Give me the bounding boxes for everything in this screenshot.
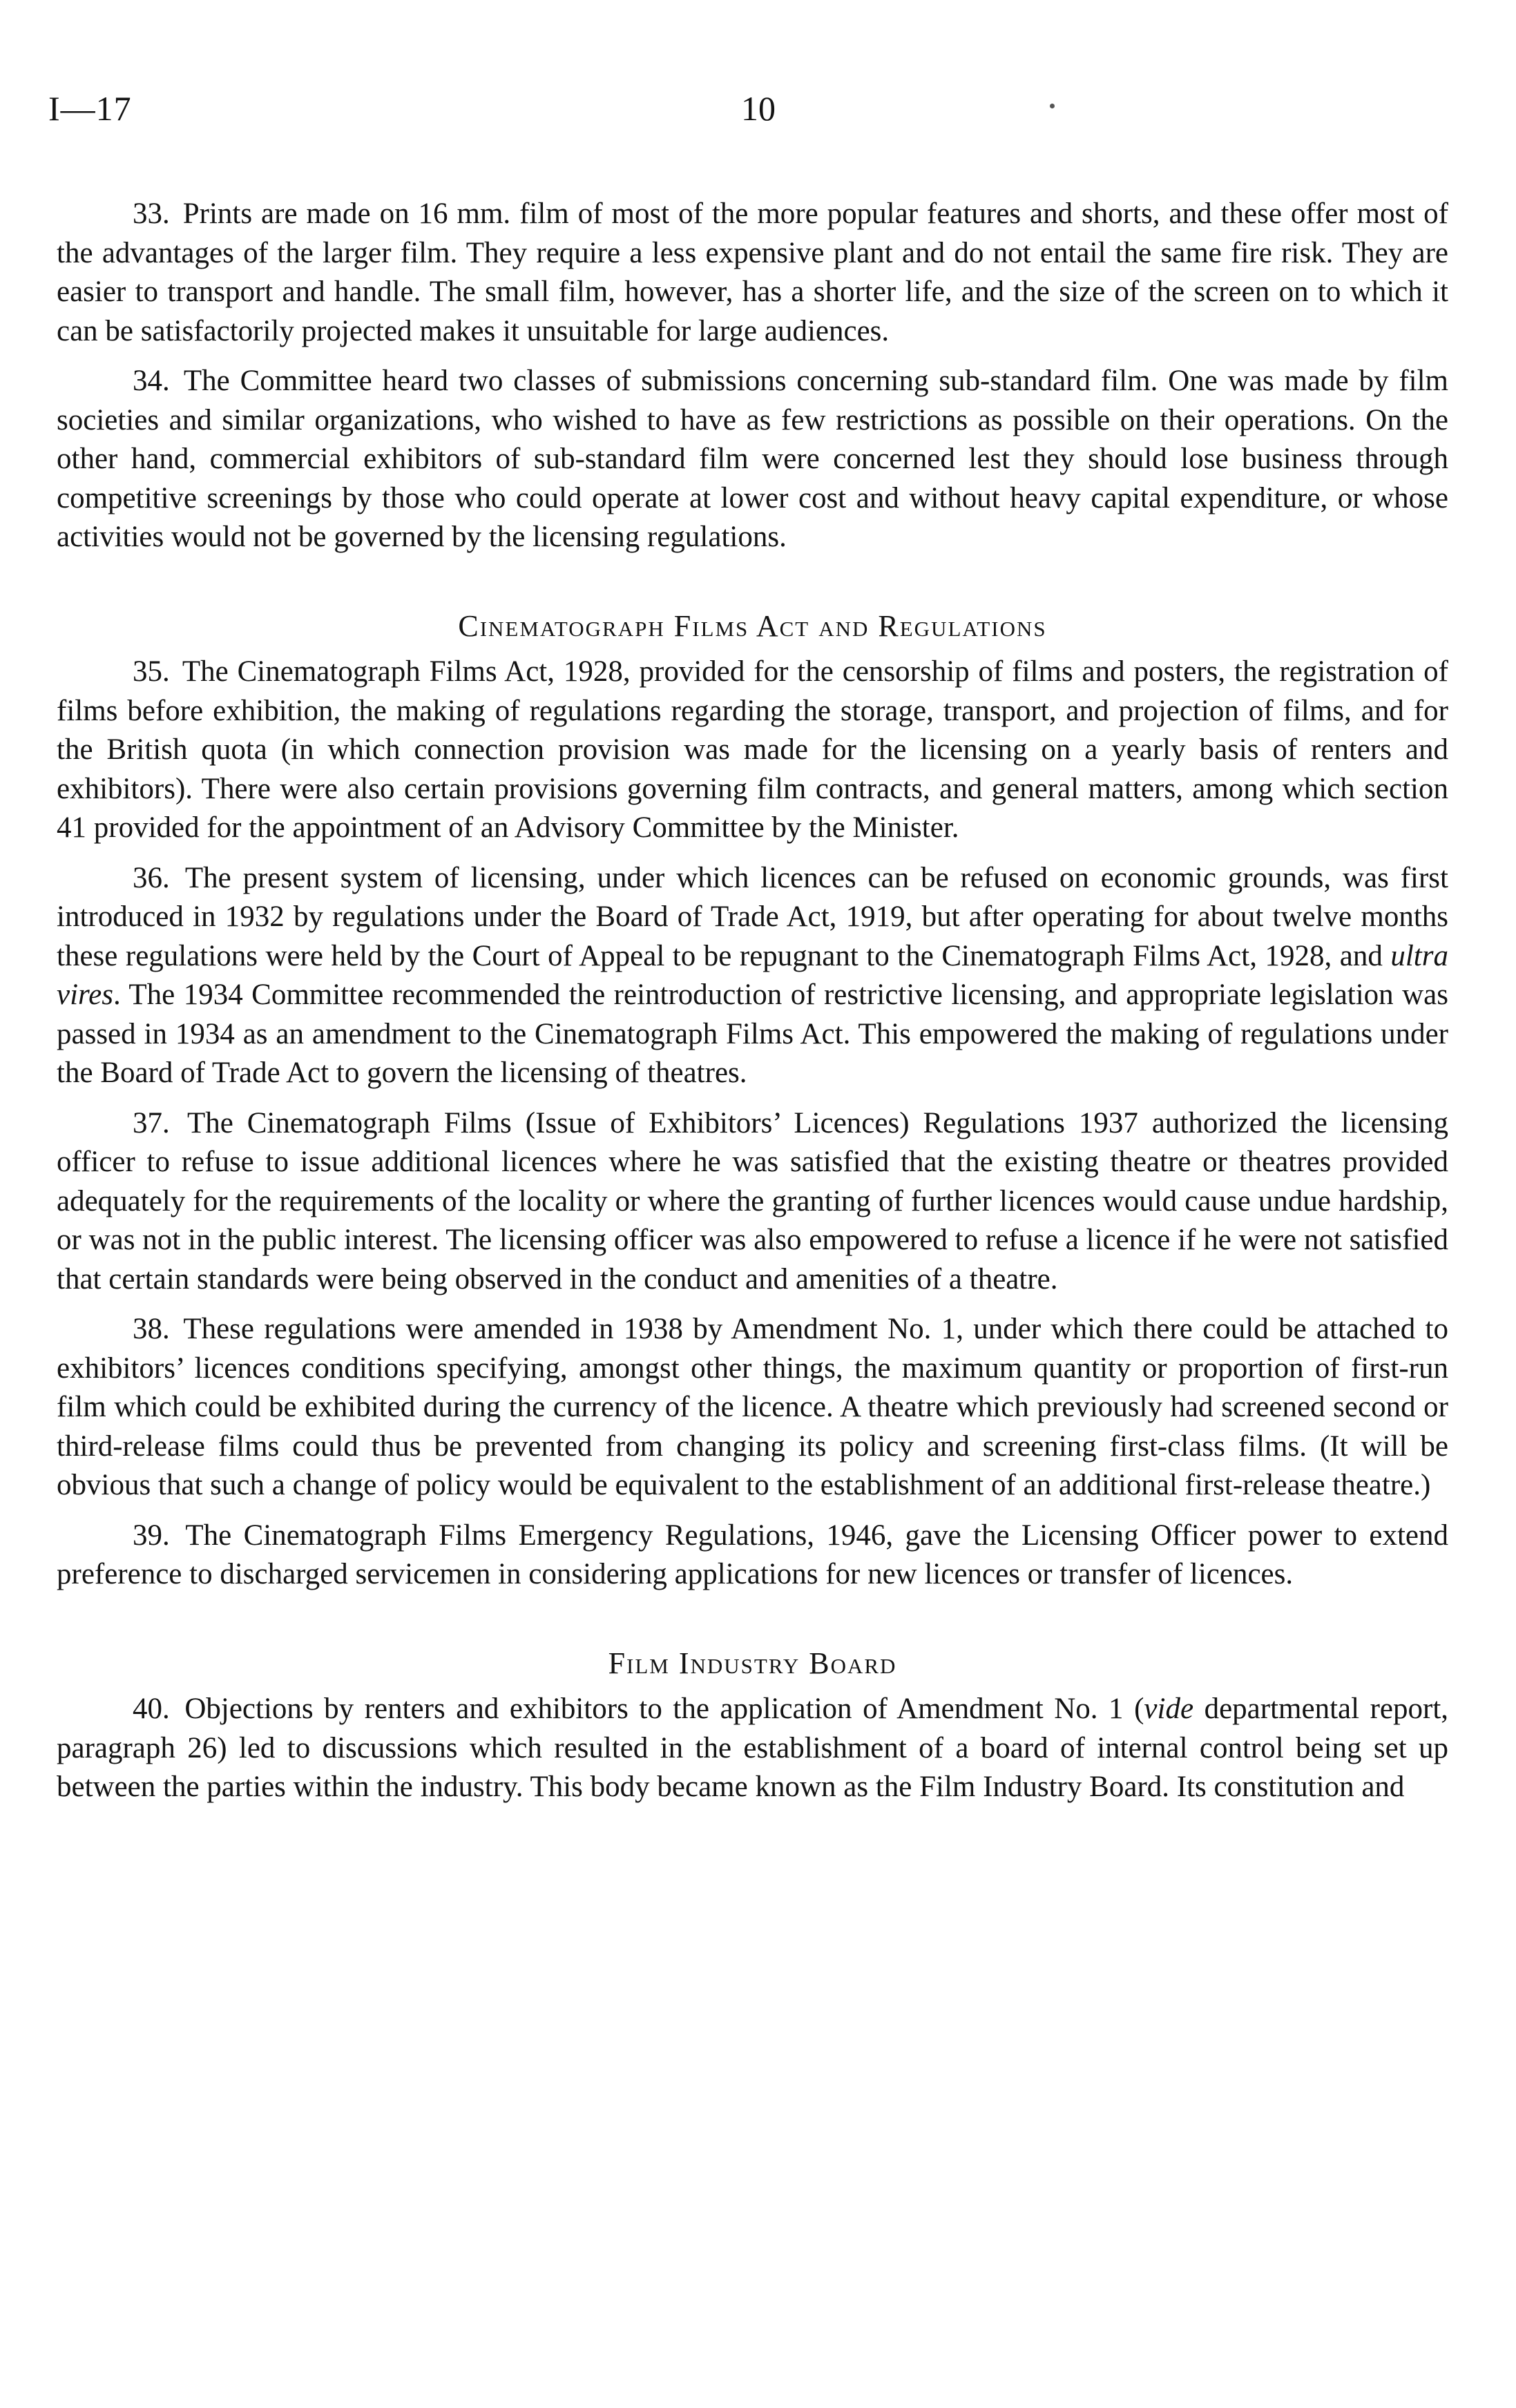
paragraph-38: [57, 1310, 1448, 1505]
paragraph-37: [57, 1104, 1448, 1300]
paragraph-text: The Cinematograph Films (Issue of Exhibitors’ Licences) Regulations 1937 authorized the licensing officer to refuse to issue additional licences where he was satisfied that the existing theatre or theatres provided adequately for the requirements of the locality or where the granting of further licences would cause undue hardship, or was not in the public interest. The licensing officer was also empowered to refuse a licence if he were not satisfied that certain standards were being observed in the conduct and amenities of a theatre.: [57, 1106, 1448, 1295]
italic-term: ultra vires: [57, 939, 1448, 1011]
paragraph-number: 39.: [133, 1519, 170, 1552]
italic-term: vide: [1144, 1693, 1194, 1725]
page-number: 10: [741, 89, 776, 128]
paragraph-text: These regulations were amended in 1938 by Amendment No. 1, under which there could be attached to exhibitors’ licences conditions specifying, amongst other things, the maximum quantity or proportion of first-run film which could be exhibited during the currency of the licence. A theatre which previously had screened second or third-release films could thus be prevented from changing its policy and screening first-class films. (It will be obvious that such a change of policy would be equivalent to the establishment of an additional first-release theatre.): [57, 1313, 1448, 1501]
paragraph-number: 38.: [133, 1313, 170, 1345]
paragraph-39: [57, 1516, 1448, 1595]
paragraph-text: The Committee heard two classes of submissions concerning sub-standard film. One was made by film societies and similar organizations, who wished to have as few restrictions as possible on their operations. On the other hand, commercial exhibitors of sub-standard film were concerned lest they should lose business through competitive screenings by those who could operate at lower cost and without heavy capital expenditure, or whose activities would not be governed by the licensing regulations.: [57, 365, 1448, 553]
paragraph-number: 40.: [133, 1693, 170, 1725]
paragraph-36: [57, 859, 1448, 1093]
section-heading-cinematograph-films-act: Cinematograph Films Act and Regulations: [458, 608, 1047, 643]
paragraph-35: [57, 653, 1448, 848]
document-body: [57, 195, 1448, 1818]
speck-mark: [1050, 104, 1055, 108]
paragraph-number: 34.: [133, 365, 170, 397]
paragraph-text: The Cinematograph Films Emergency Regulations, 1946, gave the Licensing Officer power to extend preference to discharged servicemen in considering applications for new licences or transfer of licences.: [57, 1519, 1448, 1590]
paragraph-text: The Cinematograph Films Act, 1928, provided for the censorship of films and posters, the registration of films before exhibition, the making of regulations regarding the storage, transport, and projection of films, and for the British quota (in which connection provision was made for the licensing on a yearly basis of renters and exhibitors). There were also certain provisions governing film contracts, and general matters, among which section 41 provided for the appointment of an Advisory Committee by the Minister.: [57, 655, 1448, 844]
paragraph-number: 37.: [133, 1106, 170, 1139]
paragraph-text-end: departmental report, paragraph 26) led to discussions which resulted in the establishment of a board of internal control being set up between the parties within the industry. This body became known as the Film Industry Board. Its constitution and: [57, 1693, 1449, 1803]
paragraph-text-end: . The 1934 Committee recommended the reintroduction of restrictive licensing, and appropriate legislation was passed in 1934 as an amendment to the Cinematograph Films Act. This empowered the making of regulations under the Board of Trade Act to govern the licensing of theatres.: [57, 979, 1448, 1089]
paragraph-40: [57, 1690, 1448, 1807]
paragraph-text-start: The present system of licensing, under which licences can be refused on economic grounds, was first introduced in 1932 by regulations under the Board of Trade Act, 1919, but after operating for about twelve months these regulations were held by the Court of Appeal to be repugnant to the Cinematograph Films Act, 1928, and: [57, 861, 1448, 972]
paragraph-number: 36.: [133, 861, 170, 894]
paragraph-33: [57, 195, 1448, 351]
paragraph-34: [57, 362, 1448, 557]
paragraph-number: 33.: [133, 198, 170, 230]
paragraph-text: Prints are made on 16 mm. film of most of the more popular features and shorts, and these offer most of the advantages of the larger film. They require a less expensive plant and do not entail the same fire risk. They are easier to transport and handle. The small film, however, has a shorter life, and the size of the screen on to which it can be satisfactorily projected makes it unsuitable for large audiences.: [57, 198, 1448, 347]
paragraph-number: 35.: [133, 655, 170, 688]
section-heading-film-industry-board: Film Industry Board: [608, 1646, 897, 1680]
page-header: [48, 88, 1468, 144]
document-reference: I—17: [48, 89, 132, 128]
paragraph-text-start: Objections by renters and exhibitors to the application of Amendment No. 1 (: [184, 1693, 1144, 1725]
